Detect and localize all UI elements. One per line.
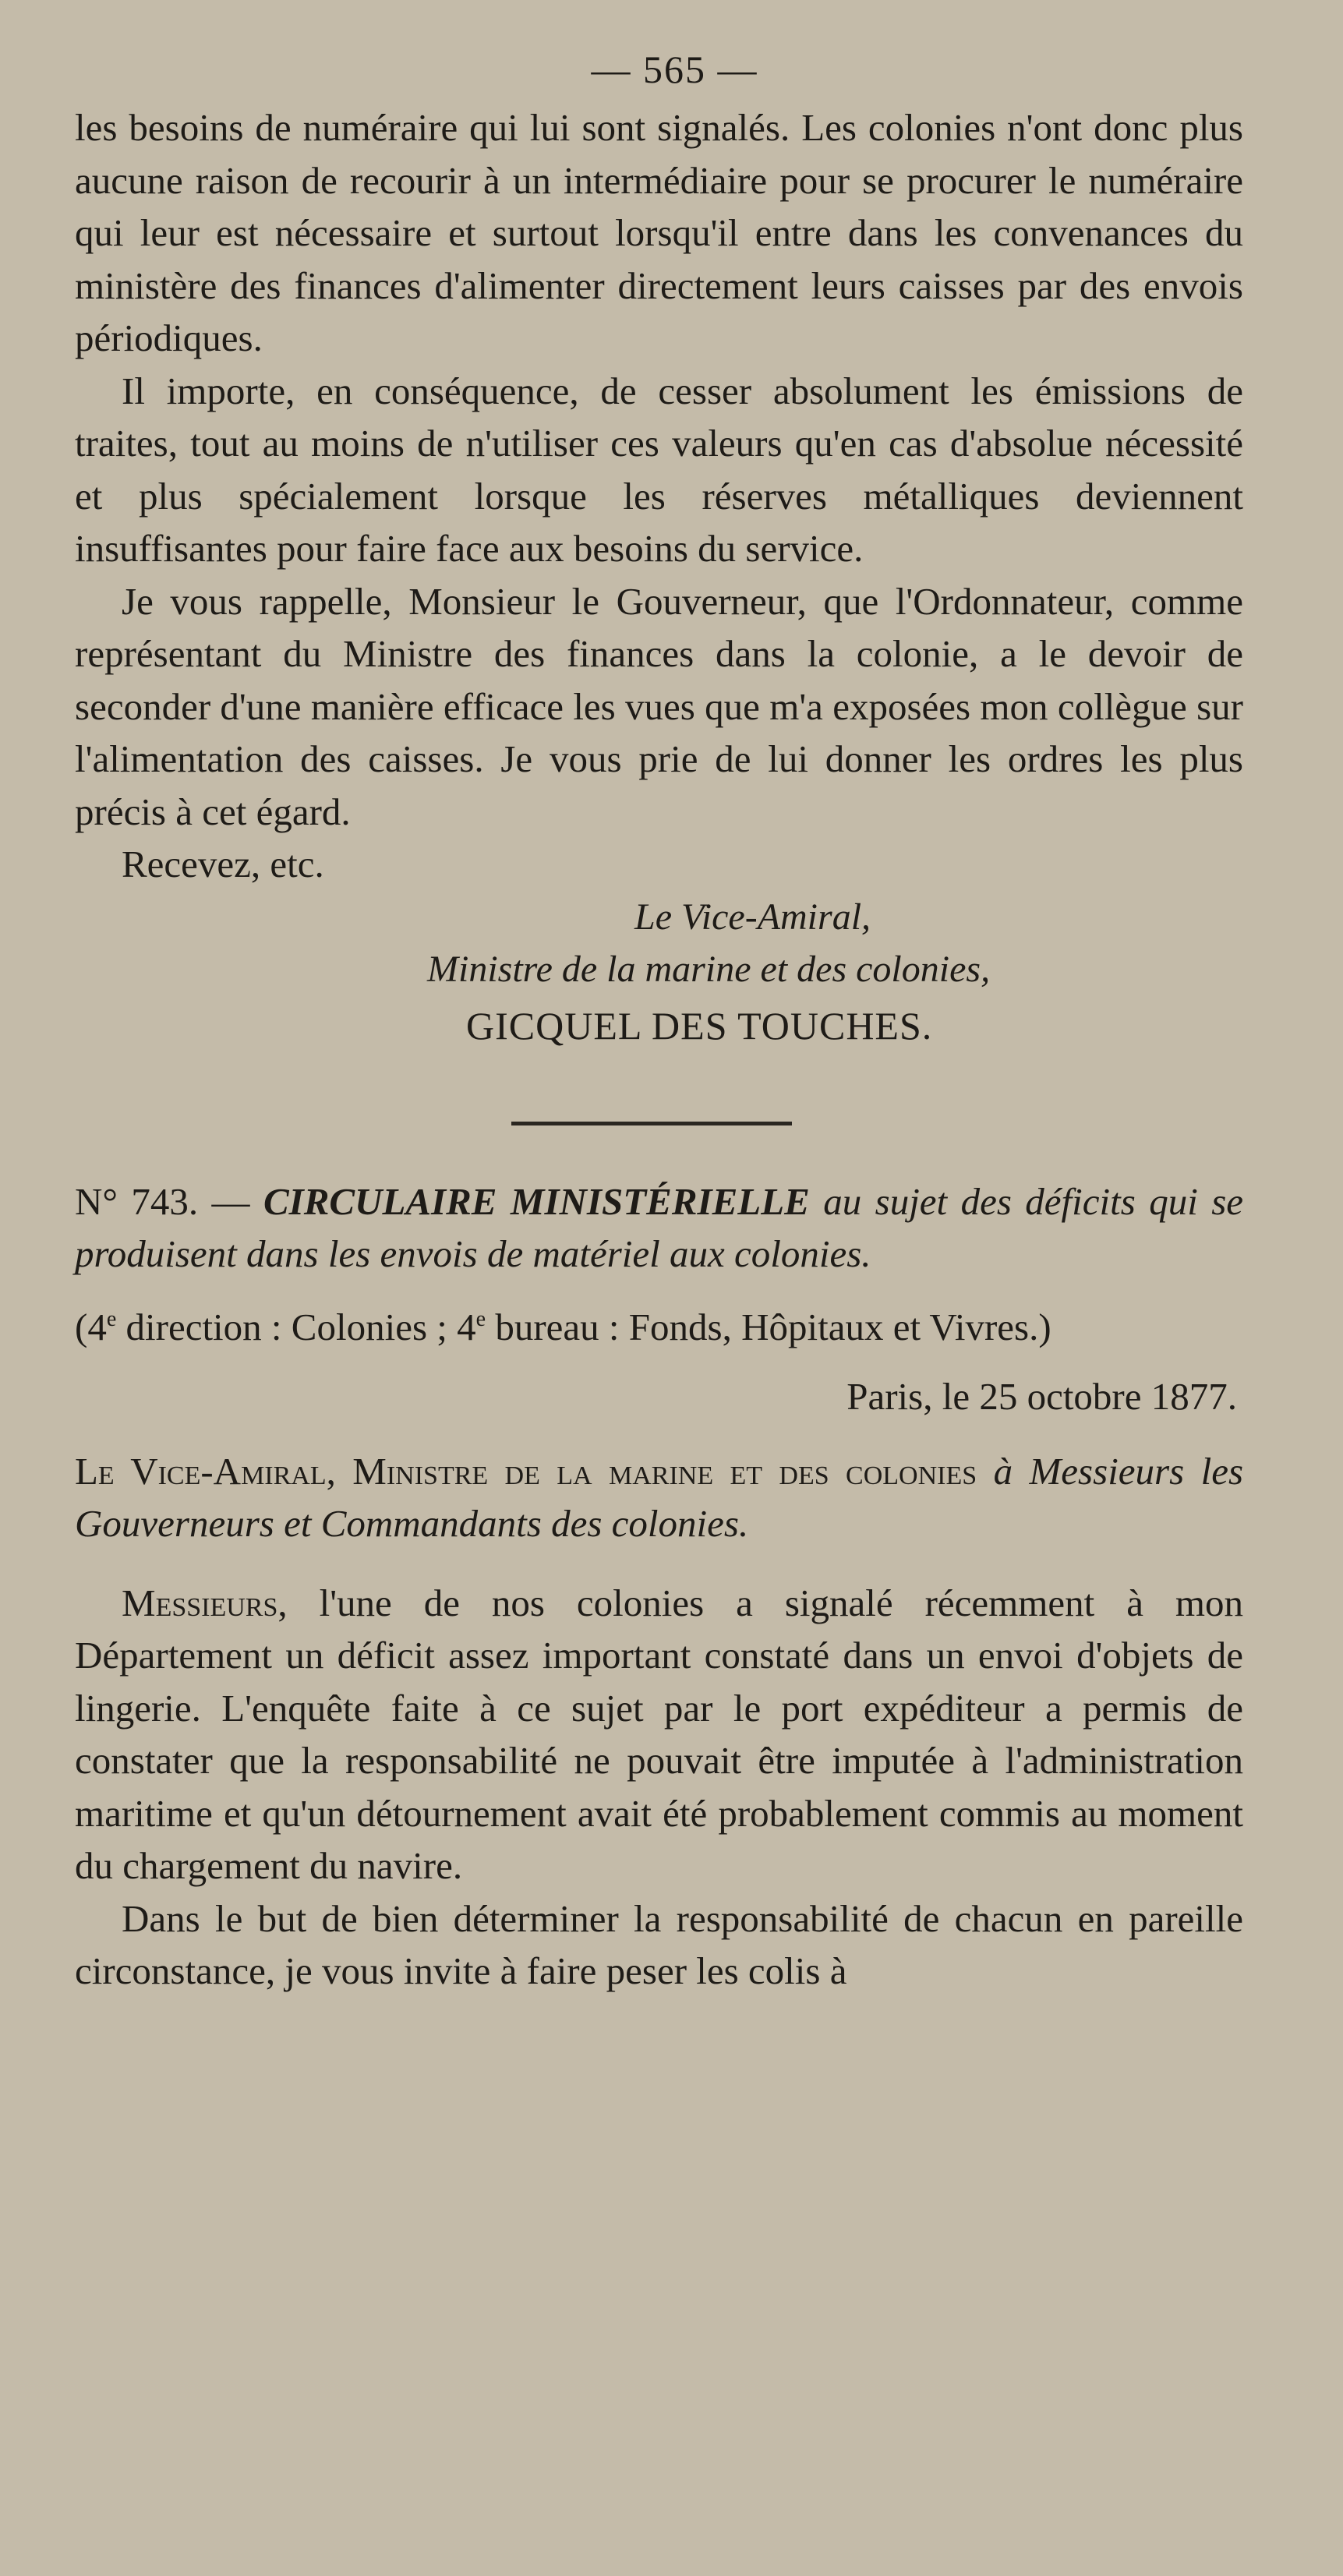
paragraph-continuation: les besoins de numéraire qui lui sont signalés. Les colonies n'ont donc plus aucune raison de recourir à un intermédiaire pour se procurer le numéraire qui leur est nécessaire et surtout lorsqu'il entre dans les convenances du ministère des finances d'alimenter directement leurs caisses par des envois périodiques. — [75, 106, 1243, 359]
section-divider — [511, 1122, 792, 1125]
signature-name: GICQUEL DES TOUCHES. — [466, 1003, 933, 1048]
circular-recipients: Messieurs les Gouverneurs et Commandants des colonies. — [75, 1449, 1244, 1545]
circular-sender: Le Vice-Amiral, Ministre de la marine et des colonies — [75, 1449, 977, 1493]
signature-rank: Le Vice-Amiral, — [634, 896, 871, 938]
circular-to: à — [993, 1449, 1013, 1493]
paragraph-traites: Il importe, en conséquence, de cesser absolument les émissions de traites, tout au moins de n'utiliser ces valeurs qu'en cas d'absolue nécessité et plus spécialement lorsque les réserves métalliques deviennent insuffisantes pour faire face aux besoins du service. — [75, 369, 1243, 570]
circular-salutation: Messieurs, — [122, 1581, 288, 1624]
circular-heading: CIRCULAIRE MINISTÉRIELLE — [263, 1179, 810, 1223]
circular-subject: au sujet des déficits qui se produisent dans les envois de matériel aux colonies. — [75, 1179, 1244, 1275]
signature-title: Ministre de la marine et des colonies, — [427, 948, 991, 990]
circular-date: Paris, le 25 octobre 1877. — [846, 1375, 1237, 1418]
paragraph-ordonnateur: Je vous rappelle, Monsieur le Gouverneur, que l'Ordonnateur, comme représentant du Ministre des finances dans la colonie, a le devoir de seconder d'une manière efficace les vues que m'a exposées mon collègue sur l'alimentation des caisses. Je vous prie de lui donner les ordres les plus précis à cet égard. — [75, 579, 1243, 833]
circular-paragraph-deficit: Messieurs, l'une de nos colonies a signalé récemment à mon Département un déficit assez important constaté dans un envoi d'objets de lingerie. L'enquête faite à ce sujet par le port expéditeur a permis de constater que la responsabilité ne pouvait être imputée à l'administration maritime et qu'un détournement avait été probablement commis au moment du chargement du navire. — [75, 1581, 1244, 1887]
page-number: — 565 — — [591, 48, 758, 91]
circular-direction: (4e direction : Colonies ; 4e bureau : Fonds, Hôpitaux et Vivres.) — [75, 1305, 1051, 1348]
circular-number: N° 743. — — [75, 1179, 250, 1223]
circular-title — [75, 1175, 1243, 1281]
circular-address — [75, 1445, 1243, 1550]
paragraph-closing: Recevez, etc. — [122, 843, 324, 885]
circular-paragraph-responsabilite: Dans le but de bien déterminer la responsabilité de chacun en pareille circonstance, je vous invite à faire peser les colis à — [75, 1896, 1243, 1992]
